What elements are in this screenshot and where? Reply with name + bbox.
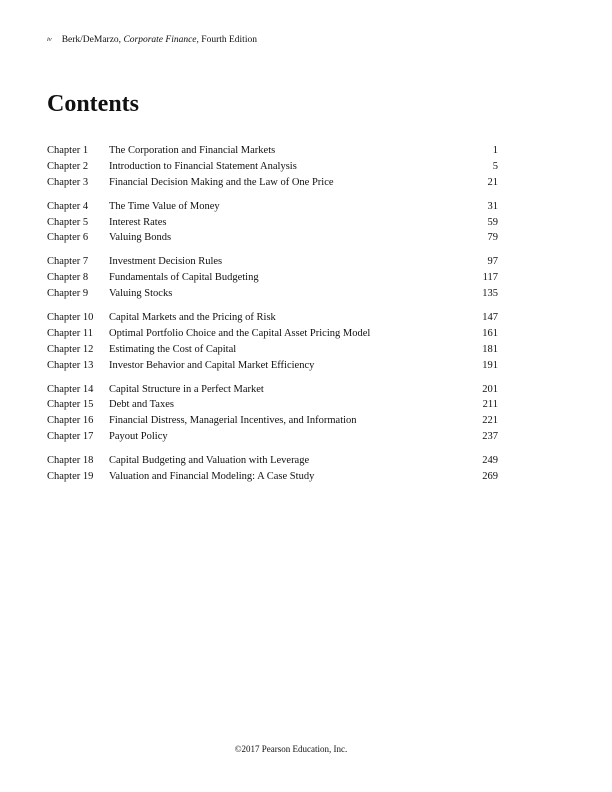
chapter-page-number: 31 (487, 200, 498, 212)
chapter-page-number: 117 (482, 272, 498, 284)
chapter-label: Chapter 1 (47, 145, 89, 156)
toc-group (47, 453, 498, 485)
chapter-title: Introduction to Financial Statement Analysis (109, 160, 297, 172)
header-book-title: Corporate Finance, (123, 35, 199, 45)
chapter-page-number: 135 (482, 288, 498, 300)
copyright-footer: ©2017 Pearson Education, Inc. (234, 744, 348, 754)
toc-entry[interactable] (47, 199, 498, 215)
chapter-title: Capital Structure in a Perfect Market (109, 383, 264, 395)
chapter-title: Estimating the Cost of Capital (109, 343, 237, 355)
chapter-page-number: 211 (482, 399, 498, 411)
toc-entry[interactable] (47, 159, 498, 175)
chapter-label: Chapter 11 (47, 327, 93, 339)
chapter-page-number: 221 (482, 415, 498, 427)
chapter-label: Chapter 4 (47, 200, 89, 212)
toc-entry[interactable] (47, 310, 498, 326)
chapter-title: Valuation and Financial Modeling: A Case Study (109, 471, 315, 483)
running-header (47, 35, 257, 45)
chapter-page-number: 181 (482, 343, 498, 355)
toc-group (47, 143, 498, 191)
toc-entry[interactable] (47, 326, 498, 342)
toc-entry[interactable] (47, 382, 498, 398)
header-edition: Fourth Edition (198, 35, 257, 45)
toc-entry[interactable] (47, 453, 498, 469)
chapter-label: Chapter 14 (47, 383, 94, 395)
chapter-title: Valuing Bonds (109, 232, 172, 244)
chapter-label: Chapter 10 (47, 312, 94, 324)
chapter-label: Chapter 16 (47, 415, 94, 427)
header-title (62, 35, 257, 45)
chapter-page-number: 1 (492, 145, 498, 156)
chapter-title: The Corporation and Financial Markets (109, 145, 276, 156)
chapter-label: Chapter 15 (47, 399, 94, 411)
chapter-page-number: 249 (482, 455, 498, 467)
chapter-title: Investor Behavior and Capital Market Efficiency (109, 359, 315, 371)
table-of-contents (47, 143, 498, 493)
chapter-label: Chapter 3 (47, 176, 89, 188)
toc-entry[interactable] (47, 429, 498, 445)
chapter-label: Chapter 2 (47, 160, 89, 172)
chapter-label: Chapter 6 (47, 232, 89, 244)
chapter-page-number: 79 (487, 232, 498, 244)
chapter-title: Financial Decision Making and the Law of One Price (109, 176, 334, 188)
chapter-label: Chapter 18 (47, 455, 94, 467)
toc-group (47, 254, 498, 302)
toc-group (47, 199, 498, 247)
toc-entry[interactable] (47, 469, 498, 485)
chapter-title: Debt and Taxes (109, 399, 174, 411)
page-number: iv (47, 36, 52, 43)
toc-entry[interactable] (47, 397, 498, 413)
chapter-title: Financial Distress, Managerial Incentives, and Information (109, 415, 357, 427)
chapter-label: Chapter 13 (47, 359, 94, 371)
chapter-label: Chapter 17 (47, 431, 94, 443)
chapter-title: Capital Budgeting and Valuation with Leverage (109, 455, 310, 467)
chapter-title: Valuing Stocks (109, 288, 173, 300)
chapter-page-number: 237 (482, 431, 498, 443)
toc-entry[interactable] (47, 358, 498, 374)
chapter-label: Chapter 8 (47, 272, 89, 284)
chapter-page-number: 21 (487, 176, 498, 188)
toc-entry[interactable] (47, 143, 498, 159)
chapter-page-number: 201 (482, 383, 498, 395)
chapter-title: Capital Markets and the Pricing of Risk (109, 312, 276, 324)
page-title: Contents (47, 91, 140, 117)
chapter-label: Chapter 7 (47, 256, 89, 268)
chapter-label: Chapter 9 (47, 288, 89, 300)
toc-group (47, 382, 498, 446)
toc-entry[interactable] (47, 413, 498, 429)
chapter-title: Payout Policy (109, 431, 168, 443)
toc-entry[interactable] (47, 270, 498, 286)
toc-entry[interactable] (47, 215, 498, 231)
chapter-label: Chapter 12 (47, 343, 94, 355)
header-authors: Berk/DeMarzo, (61, 35, 124, 45)
chapter-title: Investment Decision Rules (109, 256, 223, 268)
chapter-title: Fundamentals of Capital Budgeting (109, 272, 259, 284)
chapter-page-number: 147 (482, 312, 498, 324)
chapter-page-number: 191 (482, 359, 498, 371)
toc-entry[interactable] (47, 342, 498, 358)
chapter-page-number: 97 (487, 256, 498, 268)
toc-entry[interactable] (47, 286, 498, 302)
chapter-page-number: 269 (482, 471, 498, 483)
toc-entry[interactable] (47, 230, 498, 246)
chapter-page-number: 161 (482, 327, 498, 339)
chapter-title: Interest Rates (109, 216, 167, 228)
toc-entry[interactable] (47, 254, 498, 270)
chapter-title: Optimal Portfolio Choice and the Capital Asset Pricing Model (109, 327, 371, 339)
chapter-label: Chapter 5 (47, 216, 89, 228)
chapter-label: Chapter 19 (47, 471, 94, 483)
chapter-page-number: 59 (487, 216, 498, 228)
toc-entry[interactable] (47, 175, 498, 191)
toc-group (47, 310, 498, 374)
chapter-page-number: 5 (492, 160, 498, 172)
chapter-title: The Time Value of Money (109, 200, 220, 212)
